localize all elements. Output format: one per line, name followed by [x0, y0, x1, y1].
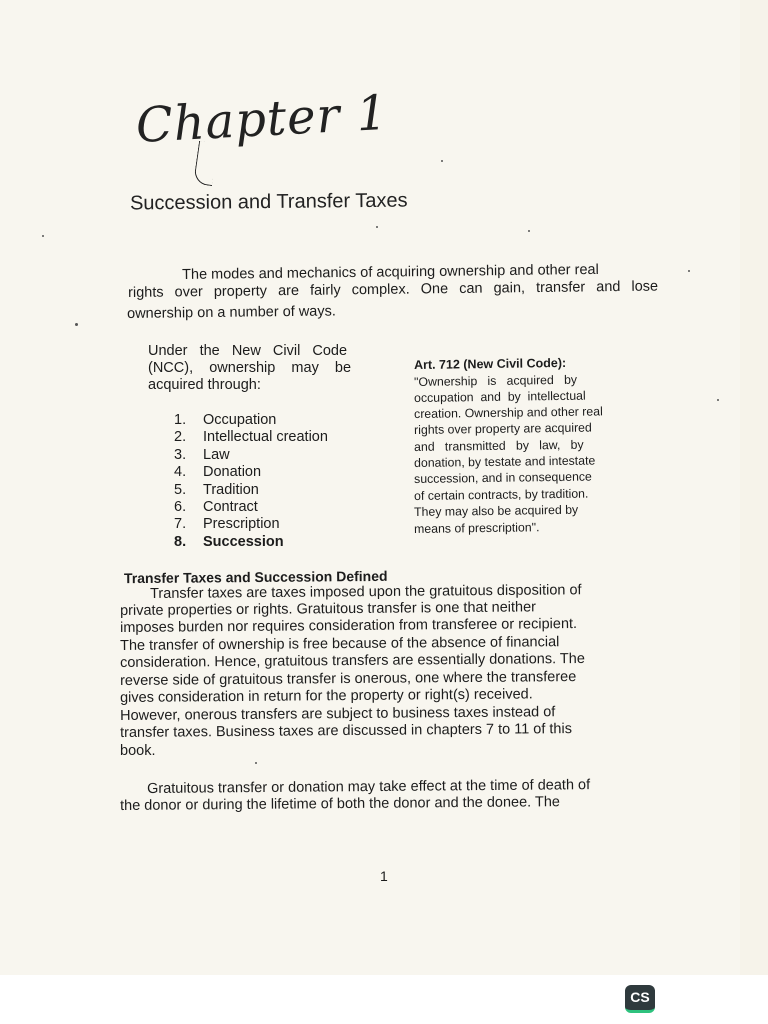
paragraph-line: transfer taxes. Business taxes are discussed in chapters 7 to 11 of this: [120, 721, 573, 741]
chapter-title: Chapter 1: [134, 84, 390, 154]
list-item: [174, 447, 230, 463]
section-heading: Transfer Taxes and Succession Defined: [123, 567, 388, 587]
paragraph-line: consideration. Hence, gratuitous transfers are essentially donations. The: [120, 650, 585, 671]
list-number: 6.: [174, 499, 187, 515]
ncc-intro-line: [148, 343, 374, 361]
paragraph-line: Gratuitous transfer or donation may take effect at the time of death of: [147, 777, 591, 797]
article-title: Art. 712 (New Civil Code):: [413, 355, 567, 373]
list-number: 5.: [174, 482, 187, 498]
list-number: 4.: [174, 464, 187, 480]
article-line: rights over property are acquired: [414, 420, 592, 437]
list-label: Occupation: [203, 412, 277, 428]
paragraph-line: book.: [120, 743, 156, 759]
intro-line: rights over property are fairly complex. One can gain, transfer and lose: [128, 278, 659, 301]
list-item: [174, 534, 284, 550]
list-label: Succession: [203, 534, 284, 550]
paragraph-line: Transfer taxes are taxes imposed upon the gratuitous disposition of: [150, 582, 582, 602]
article-line: donation, by testate and intestate: [414, 453, 596, 470]
list-item: [174, 516, 280, 532]
article-line: of certain contracts, by tradition.: [414, 486, 589, 503]
intro-line: ownership on a number of ways.: [127, 303, 336, 322]
paragraph-line: the donor or during the lifetime of both the donor and the donee. The: [120, 794, 561, 814]
article-line: They may also be acquired by: [414, 502, 579, 519]
intro-line: The modes and mechanics of acquiring ownership and other real: [182, 261, 599, 283]
list-item: [174, 464, 261, 480]
list-number: 2.: [174, 429, 187, 445]
scan-speck: [528, 230, 530, 232]
list-item: [174, 499, 258, 515]
list-number: 1.: [174, 412, 187, 428]
list-label: Tradition: [203, 482, 259, 498]
list-number: 3.: [174, 447, 187, 463]
article-line: creation. Ownership and other real: [414, 404, 603, 421]
ncc-intro-line: acquired through:: [148, 377, 261, 393]
article-line: means of prescription".: [414, 520, 540, 536]
list-label: Intellectual creation: [203, 429, 328, 445]
scan-speck: [688, 270, 690, 272]
scan-speck: [441, 160, 443, 162]
scan-speck: [75, 323, 78, 326]
camscanner-logo-icon: CS: [625, 985, 655, 1013]
list-label: Donation: [203, 464, 262, 480]
article-line-text: "Ownership is acquired by: [414, 372, 578, 389]
ncc-intro-text: Under the New Civil Code: [148, 343, 348, 359]
section-title: Succession and Transfer Taxes: [129, 189, 408, 215]
list-number: 8.: [174, 534, 187, 550]
article-line-text: occupation and by intellectual: [414, 388, 586, 405]
paragraph-line: The transfer of ownership is free because of the absence of financial: [120, 634, 560, 654]
article-line-text: and transmitted by law, by: [414, 437, 584, 454]
list-label: Prescription: [203, 516, 280, 532]
scan-speck: [376, 226, 378, 228]
article-line: succession, and in consequence: [414, 469, 592, 486]
paragraph-line: imposes burden nor requires consideration from transferee or recipient.: [120, 616, 578, 636]
list-item: [174, 412, 276, 428]
scan-speck: [717, 399, 719, 401]
list-item: [174, 429, 328, 445]
list-item: [174, 482, 259, 498]
scan-speck: [42, 235, 44, 237]
paragraph-line: However, onerous transfers are subject to business taxes instead of: [120, 704, 556, 724]
paragraph-line: gives consideration in return for the property or right(s) received.: [120, 686, 533, 706]
page-number: 1: [380, 868, 388, 884]
list-label: Contract: [203, 499, 258, 515]
list-label: Law: [203, 447, 230, 463]
paragraph-line: reverse side of gratuitous transfer is onerous, one where the transferee: [120, 669, 577, 689]
list-number: 7.: [174, 516, 187, 532]
ncc-intro-text: (NCC), ownership may be: [148, 360, 352, 376]
ncc-intro-line: [148, 360, 374, 378]
paragraph-line: private properties or rights. Gratuitous transfer is one that neither: [120, 599, 536, 619]
scan-speck: [255, 762, 257, 764]
